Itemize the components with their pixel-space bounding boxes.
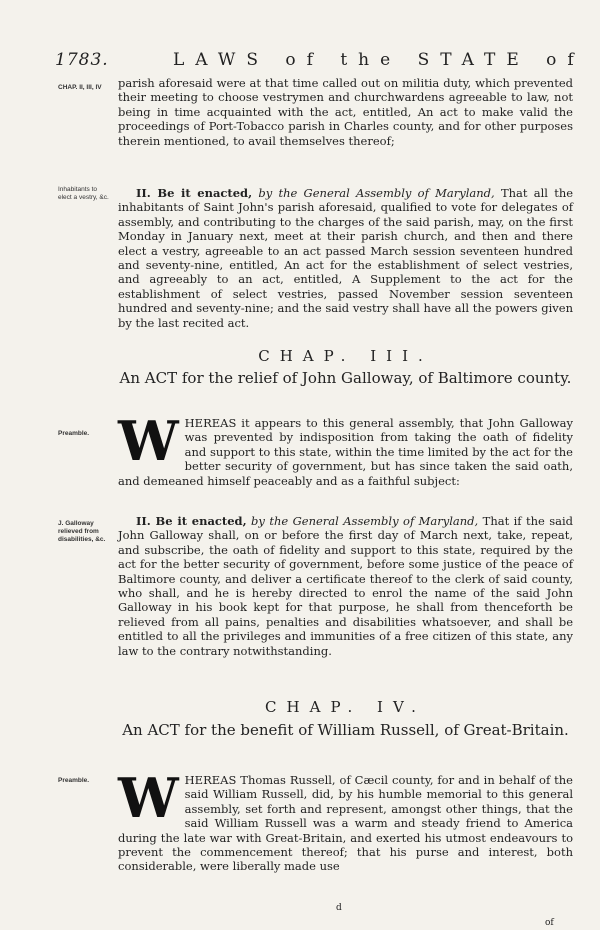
chapter-3-preamble <box>118 409 573 488</box>
section-2 <box>118 186 573 330</box>
top-paragraph-text: parish aforesaid were at that time called out on militia duty, which prevented their meeting to choose vestrymen and churchwardens agreeable to law, not being in time acquainted with the act, entitled, An act to make valid the proceedings of Port-Tobacco parish in Charles county, and for other purposes therein mentioned, to avail themselves thereof; <box>118 76 573 148</box>
section-3-lead: II. Be it enacted, <box>136 514 247 528</box>
drop-cap-w-2: W <box>118 766 179 830</box>
header-title-a: LAWS of the <box>173 50 402 70</box>
margin-preamble-1: Preamble. <box>58 430 90 437</box>
chapter-3-section-2 <box>118 514 573 658</box>
section-3-text: That if the said John Galloway shall, on or before the first day of March next, take, repeat, and subscribe, the oath of fidelity and support to this state, required by the act for the better security of government, before some justice of the peace of Baltimore county, and deliver a certificate thereof to the clerk of said county, who shall, and he is hereby directed to enrol the name of the said John Galloway in his book kept for that purpose, he shall from thenceforth be relieved from all pains, penalties and disabilities whatsoever, and shall be entitled to all the privileges and immunities of a free citizen of this state, any law to the contrary notwithstanding. <box>118 514 574 658</box>
margin-preamble-2: Preamble. <box>58 777 90 784</box>
chapter-4-preamble <box>118 766 573 874</box>
chapter-4-heading: CHAP. IV. <box>265 698 426 716</box>
chapter-3-heading: CHAP. III. <box>258 347 433 365</box>
chapter-3-title: An ACT for the relief of John Galloway, of Baltimore county. <box>119 369 572 387</box>
section-2-paragraph <box>118 186 573 330</box>
signature-mark: d <box>336 903 342 913</box>
chapter-3-preamble-text: HEREAS it appears to this general assembly, that John Galloway was prevented by indisposition from taking the oath of fidelity and support to this state, within the time limited by the act for the better security of government, but has since taken the said oath, and demeaned himself peaceably and as a faithful subject: <box>118 416 573 488</box>
section-2-authority: by the General Assembly of Maryland, <box>258 186 495 200</box>
header-title <box>173 50 585 70</box>
page-header <box>55 50 585 76</box>
section-2-lead: II. Be it enacted, <box>136 186 253 200</box>
section-2-text: That all the inhabitants of Saint John's parish aforesaid, qualified to vote for delegates of assembly, and contributing to the charges of the said parish, may, on the first Monday in January next, meet at their parish church, and then and there elect a vestry, agreeable to an act passed March session seventeen hundred and seventy-nine, entitled, An act for the establishment of select vestries, and agreeably to an act, entitled, A Supplement to the act for the establishment of select vestries, passed November session seventeen hundred and seventy-nine; and the said vestry shall have all the powers given by the last recited act. <box>118 186 574 330</box>
drop-cap-w: W <box>118 409 179 473</box>
chapter-4-preamble-text: HEREAS Thomas Russell, of Cæcil county, for and in behalf of the said William Russell, did, by his humble memorial to this general assembly, set forth and represent, amongst other things, that the said William Russell was a warm and steady friend to America during the late war with Great-Britain, and exerted his utmost endeavours to prevent the commencement thereof; that his purse and interest, both considerable, were liberally made use <box>118 773 573 874</box>
margin-chap-ref: CHAP. II, III, IV <box>58 84 102 91</box>
margin-galloway-note: J. Galloway relieved from disabilities, &c. <box>58 520 106 543</box>
top-paragraph <box>118 76 573 148</box>
catchword: of <box>545 918 554 928</box>
chapter-3-section-2-paragraph <box>118 514 573 658</box>
header-title-b: STATE of <box>417 50 585 70</box>
chapter-4-title: An ACT for the benefit of William Russell, of Great-Britain. <box>122 721 569 739</box>
header-year: 1783. <box>55 50 109 70</box>
margin-inhabitants: Inhabitants to elect a vestry, &c. <box>58 186 109 201</box>
section-3-authority: by the General Assembly of Maryland, <box>251 514 479 528</box>
